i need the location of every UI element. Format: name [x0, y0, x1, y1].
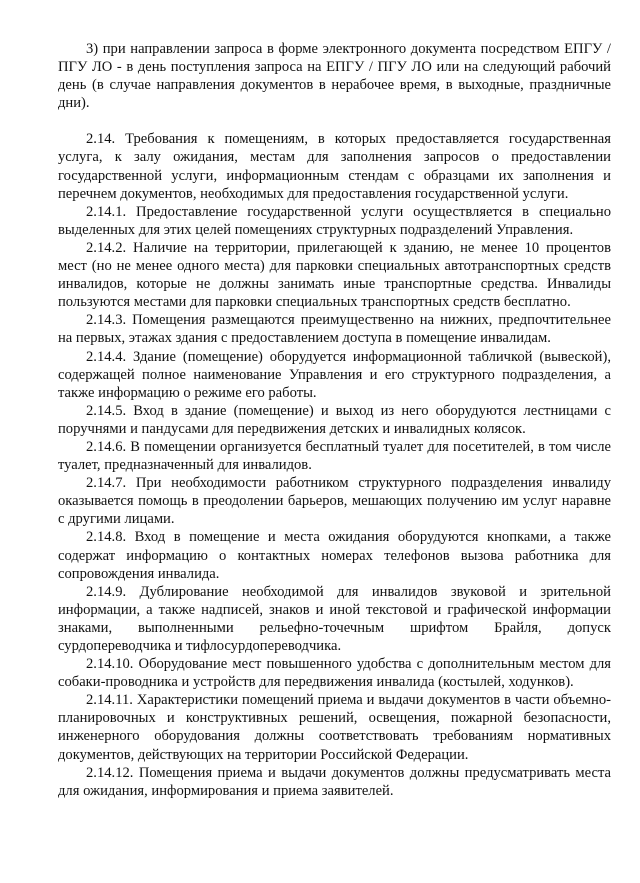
paragraph-2-14-4: 2.14.4. Здание (помещение) оборудуется информационной табличкой (вывеской), содержащей полное наименование Управления и его структурного подразделения, а также информацию о режиме его работы. [58, 348, 611, 401]
paragraph-2-14-6: 2.14.6. В помещении организуется бесплатный туалет для посетителей, в том числе туалет, предназначенный для инвалидов. [58, 438, 611, 474]
paragraph-2-14-1: 2.14.1. Предоставление государственной услуги осуществляется в специально выделенных для этих целей помещениях структурных подразделений Управления. [58, 203, 611, 238]
paragraph-2-14-7: 2.14.7. При необходимости работником структурного подразделения инвалиду оказывается помощь в преодолении барьеров, мешающих получению им услуг наравне с другими лицами. [58, 475, 611, 528]
paragraph-2-14-8: 2.14.8. Вход в помещение и места ожидания оборудуются кнопками, а также содержат информацию о контактных номерах телефонов вызова работника для сопровождения инвалида. [58, 529, 611, 582]
paragraph-2-14-2: 2.14.2. Наличие на территории, прилегающей к зданию, не менее 10 процентов мест (но не менее одного места) для парковки специальных автотранспортных средств инвалидов, которые не должны занимать иные транспортные средства. Инвалиды пользуются местами для парковки специальных транспортных средств бесплатно. [58, 239, 611, 311]
paragraph-spacer [58, 112, 611, 130]
paragraph-2-14-3: 2.14.3. Помещения размещаются преимущественно на нижних, предпочтительнее на первых, этажах здания с предоставлением доступа в помещение инвалидам. [58, 312, 611, 347]
paragraph-section-2-14: 2.14. Требования к помещениям, в которых предоставляется государственная услуга, к залу ожидания, местам для заполнения запросов о предоставлении государственной услуги, информационным стендам с образцами их заполнения и перечнем документов, необходимых для предоставления государственной услуги. [58, 131, 611, 202]
paragraph-2-14-10: 2.14.10. Оборудование мест повышенного удобства с дополнительным местом для собаки-проводника и устройств для передвижения инвалида (костылей, ходунков). [58, 656, 611, 691]
paragraph-2-14-11: 2.14.11. Характеристики помещений приема и выдачи документов в части объемно-планировочных и конструктивных решений, освещения, пожарной безопасности, инженерного оборудования должны соответствовать требованиям нормативных документов, действующих на территории Российской Федерации. [58, 692, 611, 763]
paragraph-2-14-9: 2.14.9. Дублирование необходимой для инвалидов звуковой и зрительной информации, а также надписей, знаков и иной текстовой и графической информации знаками, выполненными рельефно-точечным шрифтом Брайля, допуск сурдопереводчика и тифлосурдопереводчика. [58, 583, 611, 654]
paragraph-item-3: 3) при направлении запроса в форме электронного документа посредством ЕПГУ /ПГУ ЛО - в день поступления запроса на ЕПГУ / ПГУ ЛО или на следующий рабочий день (в случае направления документов в нерабочее время, в выходные, праздничные дни). [58, 41, 611, 112]
document-page [58, 40, 611, 800]
paragraph-2-14-5: 2.14.5. Вход в здание (помещение) и выход из него оборудуются лестницами с поручнями и пандусами для передвижения детских и инвалидных колясок. [58, 402, 611, 437]
paragraph-2-14-12: 2.14.12. Помещения приема и выдачи документов должны предусматривать места для ожидания, информирования и приема заявителей. [58, 764, 611, 799]
